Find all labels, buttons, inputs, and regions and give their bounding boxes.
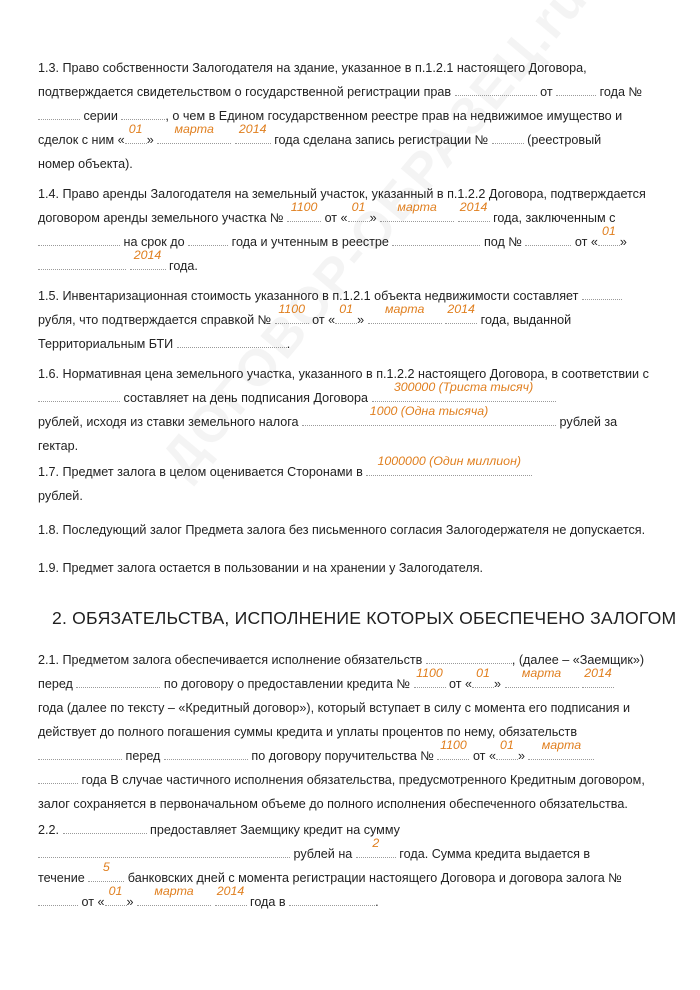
blank-field[interactable]: [525, 230, 571, 246]
text: »: [369, 211, 377, 225]
blank-field[interactable]: [38, 890, 78, 906]
day-value: 01: [339, 302, 354, 316]
blank-field[interactable]: [177, 332, 287, 348]
text: от «: [81, 895, 105, 909]
text: от «: [312, 313, 336, 327]
paragraph-2-2: [38, 818, 638, 914]
text: от «: [324, 211, 348, 225]
day-value: 01: [601, 224, 616, 238]
text: 1.7. Предмет залога в целом оценивается Сторонами в: [38, 465, 363, 479]
day-field[interactable]: [105, 884, 127, 906]
year-value: 2014: [459, 200, 488, 214]
text: года №: [599, 85, 643, 99]
price-value: 300000 (Триста тысяч): [393, 380, 534, 394]
day-value: 01: [108, 884, 123, 898]
month-value: марта: [541, 738, 582, 752]
paragraph-1-5: 1.5. Инвентаризационная стоимость указанного в п.1.2.1 объекта недвижимости составляет рубля, что подтверждается справкой № 1100 от « 01 » марта 2014 года, выданной Территориальным БТИ .: [38, 284, 638, 356]
year-field[interactable]: [458, 200, 490, 222]
text: года, заключенным с: [493, 211, 616, 225]
year-value: 2014: [133, 248, 162, 262]
year-field[interactable]: [235, 122, 271, 144]
year-field[interactable]: [445, 302, 477, 324]
text: перед: [125, 749, 161, 763]
year-value: 2014: [447, 302, 475, 316]
text: года.: [169, 259, 198, 273]
text: банковских дней с момента регистрации настоящего Договора и договора залога №: [127, 871, 622, 885]
text: (реестровый: [527, 133, 602, 147]
text: года сделана запись регистрации №: [274, 133, 489, 147]
text: »: [619, 235, 627, 249]
text: года и учтенным в реестре: [231, 235, 389, 249]
blank-field[interactable]: [76, 672, 160, 688]
number-value: 1100: [440, 738, 467, 752]
number-field[interactable]: [414, 666, 446, 688]
text: , (далее – «Заемщик»): [511, 653, 645, 667]
year-field[interactable]: [215, 884, 247, 906]
text: действует до полного погашения суммы кредита и уплаты процентов по нему, обязательств: [38, 725, 578, 739]
term-value: 2: [372, 836, 380, 850]
value-field[interactable]: [366, 454, 532, 476]
blank-field[interactable]: [38, 254, 126, 270]
text: рублей.: [38, 489, 83, 503]
blank-field[interactable]: [63, 818, 147, 834]
text: , о чем в Едином государственном реестре прав на недвижимое имущество и: [165, 109, 623, 123]
blank-field[interactable]: [38, 386, 120, 402]
blank-field[interactable]: [38, 104, 80, 120]
text: гектар.: [38, 439, 79, 453]
paragraph-1-4: [38, 182, 646, 278]
text: течение: [38, 871, 85, 885]
day-value: 01: [500, 738, 514, 752]
text: 1.9. Предмет залога остается в пользовании и на хранении у Залогодателя.: [38, 561, 484, 575]
text: »: [126, 895, 134, 909]
text: года, выданной: [480, 313, 572, 327]
blank-field[interactable]: [582, 284, 622, 300]
text: по договору о предоставлении кредита №: [163, 677, 410, 691]
blank-field[interactable]: [289, 890, 375, 906]
blank-field[interactable]: [556, 80, 596, 96]
blank-field[interactable]: [392, 230, 480, 246]
day-field[interactable]: [348, 200, 370, 222]
year-value: 2014: [216, 884, 245, 898]
text: на срок до: [123, 235, 185, 249]
tax-rate-value: 1000 (Одна тысяча): [369, 404, 489, 418]
text: договором аренды земельного участка №: [38, 211, 284, 225]
day-field[interactable]: [335, 302, 357, 324]
text: года в: [250, 895, 286, 909]
blank-field[interactable]: [38, 230, 120, 246]
month-value: марта: [521, 666, 562, 680]
blank-field[interactable]: [164, 744, 248, 760]
text: серии: [83, 109, 118, 123]
text: года (далее по тексту – «Кредитный договор»), который вступает в силу с момента его подписания и: [38, 701, 631, 715]
text: 1.8. Последующий залог Предмета залога без письменного согласия Залогодержателя не допускается.: [38, 523, 646, 537]
year-field[interactable]: [130, 248, 166, 270]
month-field[interactable]: [505, 666, 579, 688]
month-field[interactable]: [528, 738, 594, 760]
day-value: 01: [476, 666, 490, 680]
year-value: 2014: [584, 666, 612, 680]
text: от «: [449, 677, 472, 691]
text: перед: [38, 677, 73, 691]
blank-field[interactable]: [492, 128, 524, 144]
paragraph-1-7: [38, 454, 638, 508]
text: под №: [483, 235, 522, 249]
month-value: марта: [154, 884, 194, 898]
number-field[interactable]: [287, 200, 321, 222]
text: 1.3. Право собственности Залогодателя на здание, указанное в п.1.2.1 настоящего Договора,: [38, 61, 587, 75]
term-field[interactable]: [356, 836, 396, 858]
text: года. Сумма кредита выдается в: [399, 847, 591, 861]
month-value: марта: [397, 200, 437, 214]
value-field[interactable]: [302, 404, 556, 426]
text: »: [494, 677, 502, 691]
text: »: [146, 133, 154, 147]
text: 2.2.: [38, 823, 60, 837]
text: по договору поручительства №: [251, 749, 434, 763]
paragraph-2-1: [38, 648, 645, 816]
day-field[interactable]: [472, 666, 494, 688]
month-field[interactable]: [137, 884, 211, 906]
day-field[interactable]: [496, 738, 518, 760]
day-field[interactable]: [598, 224, 620, 246]
day-field[interactable]: [125, 122, 147, 144]
text: от: [540, 85, 553, 99]
text: рубля, что подтверждается справкой №: [38, 313, 272, 327]
text: предоставляет Заемщику кредит на сумму: [150, 823, 400, 837]
day-value: 01: [351, 200, 366, 214]
text: 1.5. Инвентаризационная стоимость указанного в п.1.2.1 объекта недвижимости составляет: [38, 289, 579, 303]
section-heading: 2. ОБЯЗАТЕЛЬСТВА, ИСПОЛНЕНИЕ КОТОРЫХ ОБЕСПЕЧЕНО ЗАЛОГОМ: [52, 608, 677, 628]
blank-field[interactable]: [38, 744, 122, 760]
year-value: 2014: [238, 122, 267, 136]
text: .: [375, 895, 379, 909]
number-value: 1100: [416, 666, 443, 680]
text: от «: [574, 235, 598, 249]
number-value: 1100: [290, 200, 318, 214]
year-field[interactable]: [582, 666, 614, 688]
blank-field[interactable]: [38, 768, 78, 784]
text: »: [357, 313, 365, 327]
blank-field[interactable]: [455, 80, 537, 96]
text: рублей, исходя из ставки земельного налога: [38, 415, 299, 429]
text: Территориальным БТИ: [38, 337, 174, 351]
number-value: 1100: [278, 302, 305, 316]
paragraph-1-3: [38, 56, 643, 176]
month-field[interactable]: [157, 122, 231, 144]
paragraph-1-8: [38, 518, 646, 542]
blank-field[interactable]: [38, 842, 290, 858]
number-field[interactable]: [275, 302, 309, 324]
text: подтверждается свидетельством о государственной регистрации прав: [38, 85, 452, 99]
month-value: марта: [384, 302, 425, 316]
paragraph-1-9: [38, 556, 638, 580]
month-value: марта: [174, 122, 214, 136]
text: номер объекта).: [38, 157, 133, 171]
text: составляет на день подписания Договора: [123, 391, 369, 405]
day-value: 01: [128, 122, 143, 136]
text: 1.4. Право аренды Залогодателя на земельный участок, указанный в п.1.2.2 Договора, подтверждается: [38, 187, 646, 201]
text: 1.6. Нормативная цена земельного участка, указанного в п.1.2.2 настоящего Договора, в соответствии с: [38, 367, 649, 381]
text: года В случае частичного исполнения обязательства, предусмотренного Кредитным договором,: [81, 773, 645, 787]
text: сделок с ним «: [38, 133, 125, 147]
text: залог сохраняется в первоначальном объеме до полного исполнения обеспеченного обязательства.: [38, 797, 628, 811]
text: »: [517, 749, 525, 763]
blank-field[interactable]: [188, 230, 228, 246]
text: рублей на: [293, 847, 353, 861]
text: от «: [472, 749, 496, 763]
days-value: 5: [102, 860, 110, 874]
month-field[interactable]: [380, 200, 454, 222]
valuation-value: 1000000 (Один миллион): [377, 454, 522, 468]
month-field[interactable]: [368, 302, 442, 324]
paragraph-1-6: [38, 362, 649, 458]
number-field[interactable]: [437, 738, 469, 760]
text: рублей за: [559, 415, 618, 429]
text: 2.1. Предметом залога обеспечивается исполнение обязательств: [38, 653, 423, 667]
